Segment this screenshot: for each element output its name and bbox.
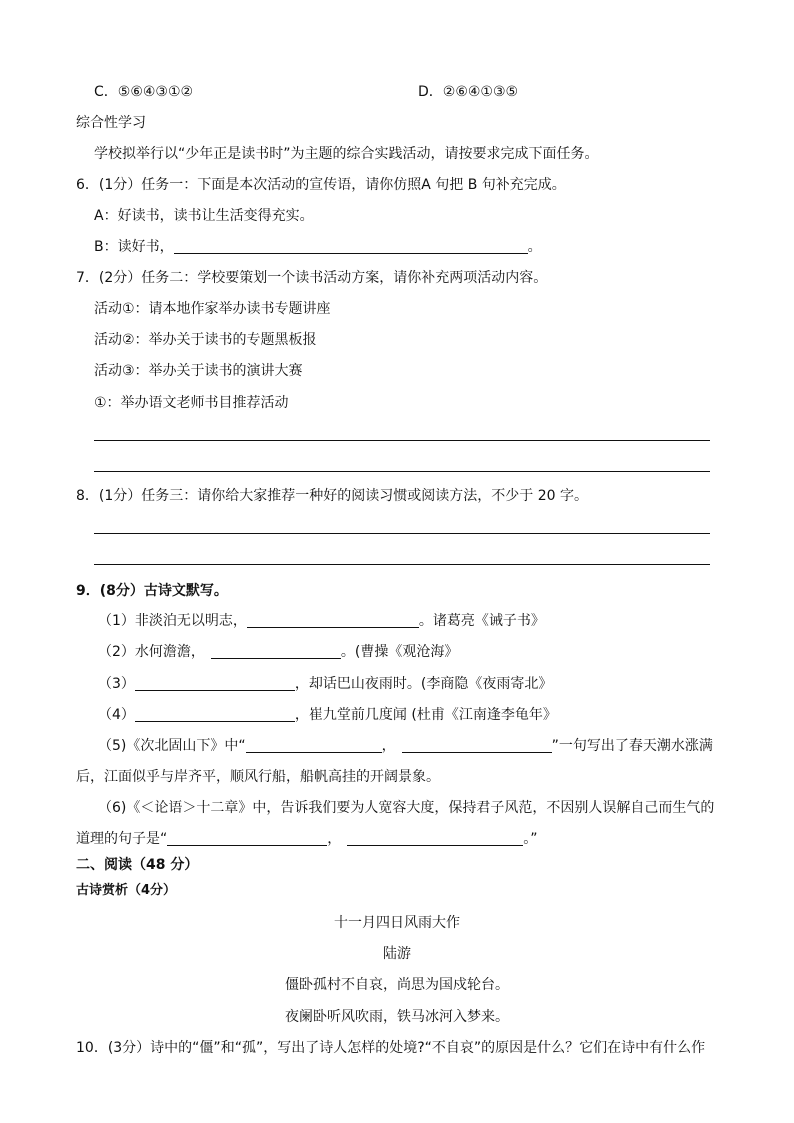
question-9-item-4 <box>98 706 557 724</box>
activity-2: 活动②：举办关于读书的专题黑板报 <box>94 332 317 348</box>
item-5-blank-1[interactable] <box>246 738 382 753</box>
question-6-b-prefix: B：读好书， <box>94 239 174 255</box>
activity-1: 活动①：请本地作家举办读书专题讲座 <box>94 301 331 317</box>
question-8-stem: 8．(1分）任务三：请你给大家推荐一种好的阅读习惯或阅读方法，不少于 20 字。 <box>76 488 588 504</box>
poem-line-1: 僵卧孤村不自哀，尚思为国戍轮台。 <box>285 977 509 993</box>
question-9-item-6-line-1: （6)《＜论语＞十二章》中，告诉我们要为人宽容大度，保持君子风范，不因别人误解自己而生气的 <box>98 800 715 816</box>
item-2-text-a: （2）水何澹澹， <box>98 644 205 660</box>
question-9-item-3 <box>98 675 552 693</box>
section-heading-comprehensive: 综合性学习 <box>76 115 146 131</box>
question-6-stem: 6．(1分）任务一：下面是本次活动的宣传语，请你仿照A 句把 B 句补充完成。 <box>76 177 566 193</box>
option-c: C．⑤⑥④③①② <box>94 84 194 100</box>
question-10-stem: 10．(3分）诗中的“僵”和“孤”，写出了诗人怎样的处境?“不自哀”的原因是什么？它们在诗中有什么作 <box>76 1040 706 1056</box>
question-6-b-suffix: 。 <box>527 239 542 255</box>
item-3-text-b: ，却话巴山夜雨时。(李商隐《夜雨寄北》 <box>294 676 553 692</box>
item-6-text-a: 道理的句子是“ <box>76 831 168 847</box>
item-6-text-b: ， <box>327 831 342 847</box>
question-6-sentence-b <box>94 238 542 256</box>
question-9-item-5 <box>98 737 713 755</box>
question-7-stem: 7．(2分）任务二：学校要策划一个读书活动方案，请你补充两项活动内容。 <box>76 270 548 286</box>
question-6-answer-blank[interactable] <box>174 239 528 254</box>
item-3-text-a: （3） <box>98 676 135 692</box>
item-6-text-c: 。” <box>523 831 538 847</box>
question-7-answer-line-1[interactable] <box>94 440 710 441</box>
item-5-blank-2[interactable] <box>402 738 552 753</box>
item-2-blank[interactable] <box>211 644 341 659</box>
question-7-answer-line-2[interactable] <box>94 471 710 472</box>
item-6-blank-1[interactable] <box>167 831 327 846</box>
question-8-answer-line-2[interactable] <box>94 564 710 565</box>
poem-section-heading: 古诗赏析（4分） <box>76 883 177 898</box>
question-9-stem: 9．(8分）古诗文默写。 <box>76 583 228 599</box>
item-1-text-a: （1）非淡泊无以明志， <box>98 613 247 629</box>
item-1-text-b: 。诸葛亮《诫子书》 <box>418 613 545 629</box>
poem-author: 陆游 <box>383 946 411 962</box>
item-4-text-b: ，崔九堂前几度闻 (杜甫《江南逢李龟年》 <box>294 707 557 723</box>
item-4-blank[interactable] <box>135 707 295 722</box>
question-9-item-1 <box>98 612 545 630</box>
intro-text: 学校拟举行以“少年正是读书时”为主题的综合实践活动，请按要求完成下面任务。 <box>94 146 599 162</box>
section-2-heading: 二、阅读（48 分） <box>76 857 199 873</box>
option-d: D．②⑥④①③⑤ <box>418 84 519 100</box>
activity-3: 活动③：举办关于读书的演讲大赛 <box>94 363 303 379</box>
activity-4: ①：举办语文老师书目推荐活动 <box>94 395 289 411</box>
item-3-blank[interactable] <box>135 676 295 691</box>
item-1-blank[interactable] <box>247 613 419 628</box>
item-6-blank-2[interactable] <box>347 831 523 846</box>
item-4-text-a: （4） <box>98 707 135 723</box>
item-5-text-b: ， <box>381 738 396 754</box>
poem-title: 十一月四日风雨大作 <box>334 915 460 931</box>
question-8-answer-line-1[interactable] <box>94 533 710 534</box>
question-9-item-2 <box>98 643 458 661</box>
item-5-text-c: ”一句写出了春天潮水涨满 <box>551 738 713 754</box>
question-6-sentence-a: A：好读书，读书让生活变得充实。 <box>94 208 314 224</box>
item-2-text-b: 。(曹操《观沧海》 <box>340 644 459 660</box>
poem-line-2: 夜阑卧听风吹雨，铁马冰河入梦来。 <box>285 1009 509 1025</box>
question-9-item-5-continued: 后，江面似乎与岸齐平，顺风行船，船帆高挂的开阔景象。 <box>76 769 440 785</box>
item-5-text-a: （5)《次北固山下》中“ <box>98 738 246 754</box>
question-9-item-6-line-2 <box>76 830 538 848</box>
